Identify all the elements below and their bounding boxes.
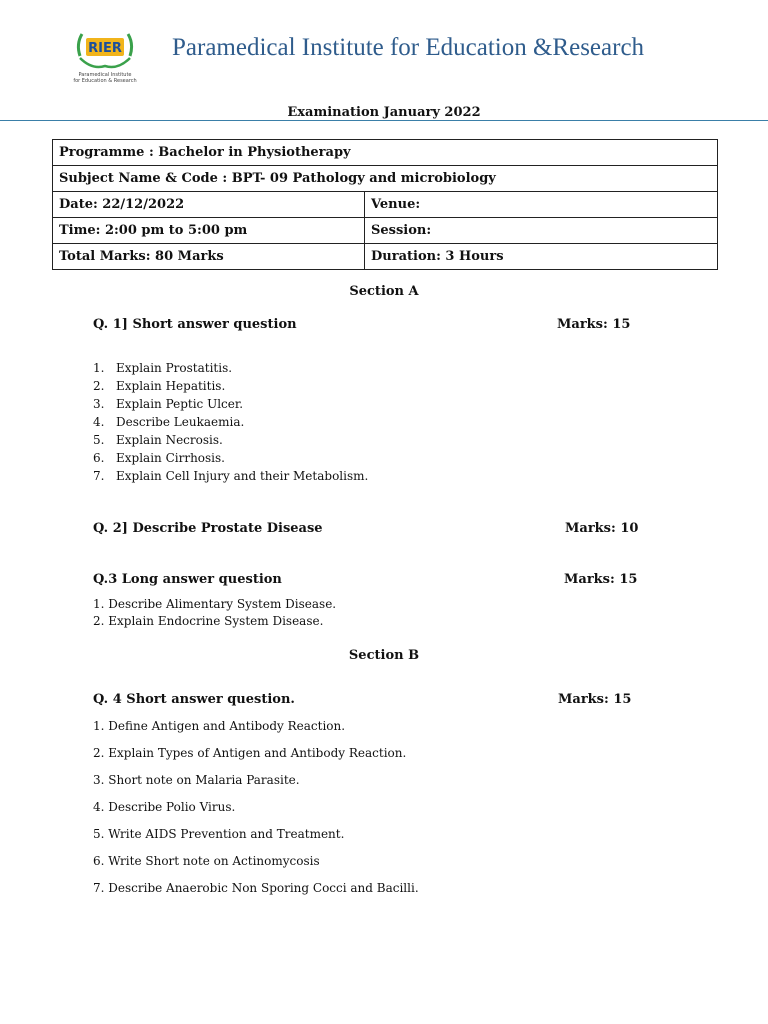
- list-item: 1. Describe Alimentary System Disease.: [93, 597, 337, 611]
- question-1-list: [93, 359, 368, 485]
- question-1-label: Q. 1] Short answer question: [93, 317, 297, 332]
- question-4-label: Q. 4 Short answer question.: [93, 692, 295, 707]
- table-row: [53, 244, 718, 270]
- question-3-marks: Marks: 15: [564, 572, 638, 587]
- date-cell: Date: 22/12/2022: [53, 192, 365, 218]
- list-item: 1. Explain Prostatitis.: [93, 361, 233, 375]
- list-item: 5. Write AIDS Prevention and Treatment.: [93, 827, 345, 841]
- list-item: 7. Describe Anaerobic Non Sporing Cocci and Bacilli.: [93, 881, 419, 895]
- list-item: 5. Explain Necrosis.: [93, 433, 223, 447]
- section-b-title: Section B: [348, 648, 420, 663]
- list-item: 2. Explain Types of Antigen and Antibody Reaction.: [93, 746, 407, 760]
- table-row: [53, 218, 718, 244]
- institute-logo: [62, 26, 148, 84]
- table-row: [53, 166, 718, 192]
- svg-text:Paramedical Institute: Paramedical Institute: [78, 72, 132, 78]
- list-item: 3. Explain Peptic Ulcer.: [93, 397, 244, 411]
- list-item: 3. Short note on Malaria Parasite.: [93, 773, 300, 787]
- question-3-label: Q.3 Long answer question: [93, 572, 282, 587]
- section-a-title: Section A: [349, 284, 419, 299]
- table-row: [53, 192, 718, 218]
- session-cell: Session:: [365, 218, 718, 244]
- question-2-marks: Marks: 10: [565, 521, 639, 536]
- total-marks-cell: Total Marks: 80 Marks: [53, 244, 365, 270]
- list-item: 6. Explain Cirrhosis.: [93, 451, 225, 465]
- list-item: 2. Explain Endocrine System Disease.: [93, 614, 324, 628]
- programme-cell: Programme : Bachelor in Physiotherapy: [53, 140, 718, 166]
- list-item: 1. Define Antigen and Antibody Reaction.: [93, 719, 346, 733]
- header-divider: [0, 120, 768, 121]
- list-item: 4. Describe Leukaemia.: [93, 415, 245, 429]
- svg-text:RIER: RIER: [88, 41, 122, 56]
- institute-name: Paramedical Institute for Education &Research: [172, 34, 645, 61]
- question-1-marks: Marks: 15: [557, 317, 631, 332]
- duration-cell: Duration: 3 Hours: [365, 244, 718, 270]
- list-item: 7. Explain Cell Injury and their Metabolism.: [93, 469, 369, 483]
- question-2-label: Q. 2] Describe Prostate Disease: [93, 521, 323, 536]
- list-item: 2. Explain Hepatitis.: [93, 379, 226, 393]
- exam-info-table: [52, 139, 718, 270]
- venue-cell: Venue:: [365, 192, 718, 218]
- table-row: [53, 140, 718, 166]
- list-item: 4. Describe Polio Virus.: [93, 800, 236, 814]
- list-item: 6. Write Short note on Actinomycosis: [93, 854, 320, 868]
- subject-cell: Subject Name & Code : BPT- 09 Pathology and microbiology: [53, 166, 718, 192]
- exam-title: Examination January 2022: [287, 105, 481, 120]
- svg-text:for Education & Research: for Education & Research: [73, 78, 137, 84]
- time-cell: Time: 2:00 pm to 5:00 pm: [53, 218, 365, 244]
- question-4-marks: Marks: 15: [558, 692, 632, 707]
